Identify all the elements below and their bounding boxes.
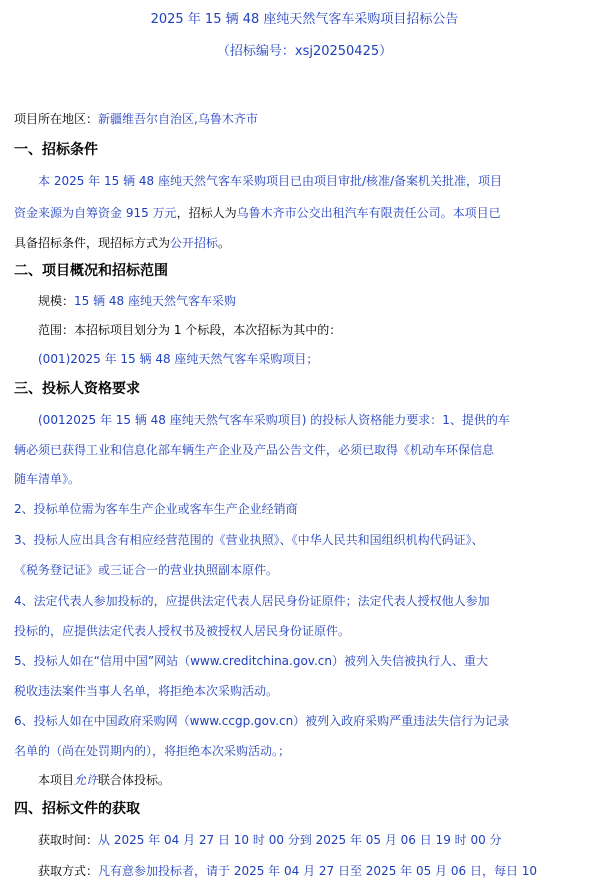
range-row: 范围：本招标项目划分为 1 个标段，本次招标为其中的： [38,323,342,337]
lot-row: (001)2025 年 15 辆 48 座纯天然气客车采购项目； [38,352,319,366]
tenderer-label: ，招标人为 [176,206,237,220]
section4-heading: 四、招标文件的获取 [14,801,140,817]
location-label: 项目所在地区： [14,112,99,126]
consortium-prefix: 本项目 [38,773,75,787]
acquisition-method-label: 获取方式： [38,864,99,878]
qualification-line: (0012025 年 15 辆 48 座纯天然气客车采购项目) 的投标人资格能力要求：1、提供的车 [38,413,510,427]
consortium-value: 允许 [74,773,99,787]
consortium-suffix: 联合体投标。 [98,773,171,787]
acquisition-time-label: 获取时间： [38,833,99,847]
section1-line3-tail: 。 [218,236,231,250]
scale-row [38,293,236,309]
qualification-line: 《税务登记证》或三证合一的营业执照副本原件。 [14,563,279,577]
qualification-line: 3、投标人应出具含有相应经营范围的《营业执照》、《中华人民共和国组织机构代码证》、 [14,533,484,547]
page-title: 2025 年 15 辆 48 座纯天然气客车采购项目招标公告 [150,12,459,27]
qualification-line: 2、投标单位需为客车生产企业或客车生产企业经销商 [14,502,298,516]
acquisition-time-row [38,832,502,848]
section2-heading: 二、项目概况和招标范围 [14,263,168,279]
location-value: 新疆维吾尔自治区,乌鲁木齐市 [98,112,258,126]
qualification-line: 6、投标人如在中国政府采购网（www.ccgp.gov.cn）被列入政府采购严重违法失信行为记录 [14,714,510,728]
qualification-line: 4、法定代表人参加投标的，应提供法定代表人居民身份证原件；法定代表人授权他人参加 [14,594,490,608]
section3-heading: 三、投标人资格要求 [14,381,140,397]
acquisition-method-value: 凡有意参加投标者，请于 2025 年 04 月 27 日至 2025 年 05 月 06 日，每日 10 [98,864,538,878]
section1-line1: 本 2025 年 15 辆 48 座纯天然气客车采购项目已由项目审批/核准/备案机关批准，项目 [38,174,503,188]
funding-value: 自筹资金 915 万元 [74,206,177,220]
consortium-row [38,772,170,788]
qualification-line: 随车清单》。 [14,472,81,486]
scale-value: 15 辆 48 座纯天然气客车采购 [74,294,236,308]
qualification-line: 投标的，应提供法定代表人授权书及被授权人居民身份证原件。 [14,624,351,638]
acquisition-method-row [38,863,537,879]
qualification-line: 辆必须已获得工业和信息化部车辆生产企业及产品公告文件，必须已取得《机动车环保信息 [14,443,495,457]
qualification-line: 名单的（尚在处罚期内的），将拒绝本次采购活动。； [14,744,291,758]
section1-line2-tail: 。本项目已 [440,206,501,220]
scale-label: 规模： [38,294,75,308]
section1-heading: 一、招标条件 [14,142,98,158]
section1-line2 [14,205,501,221]
qualification-line: 税收违法案件当事人名单，将拒绝本次采购活动。 [14,684,279,698]
tenderer-value: 乌鲁木齐市公交出租汽车有限责任公司 [236,206,441,220]
bid-number: （招标编号：xsj20250425） [216,44,393,59]
funding-label: 资金来源为 [14,206,75,220]
tender-method-value: 公开招标 [170,236,219,250]
acquisition-time-value: 从 2025 年 04 月 27 日 10 时 00 分到 2025 年 05 月 06 日 19 时 00 分 [98,833,502,847]
qualification-line: 5、投标人如在“信用中国”网站（www.creditchina.gov.cn）被列入失信被执行人、重大 [14,654,488,668]
tender-method-label: 具备招标条件，现招标方式为 [14,236,171,250]
project-location [14,111,258,127]
section1-line3 [14,235,230,251]
